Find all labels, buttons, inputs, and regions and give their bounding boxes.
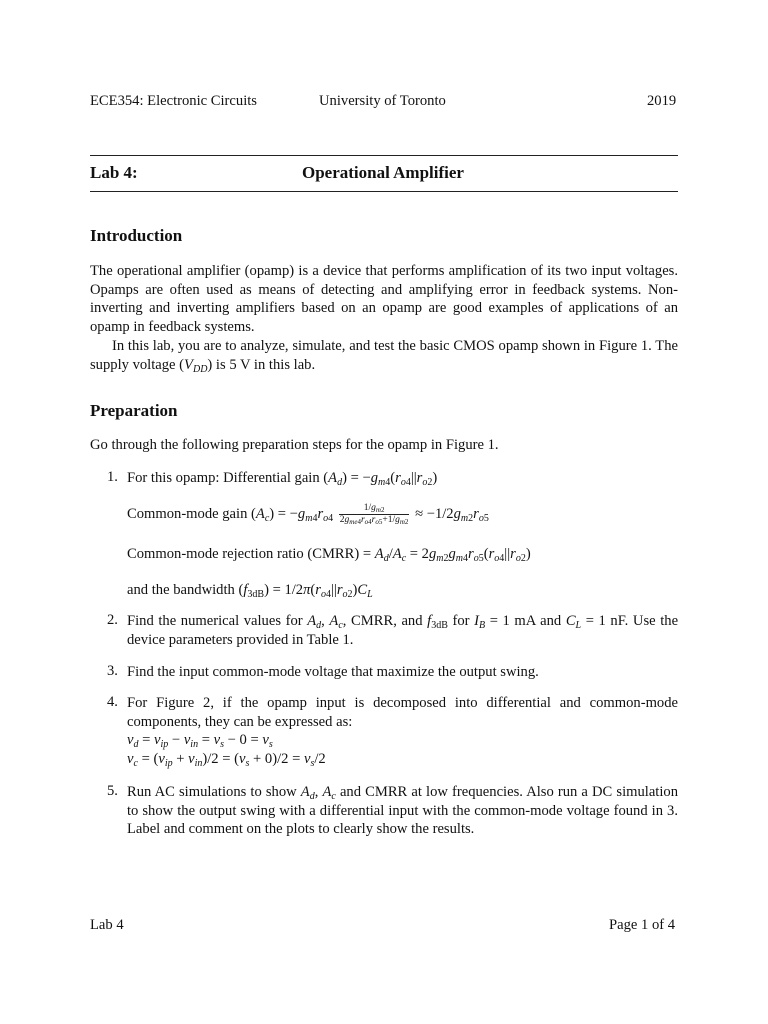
lab-title: Operational Amplifier	[302, 163, 464, 182]
item-3-text: Find the input common-mode voltage that maximize the output swing.	[127, 664, 539, 680]
item-3-number: 3.	[107, 663, 118, 679]
prep-heading: Preparation	[90, 401, 178, 420]
item-4-eq-cm: $v_c = (v_{ip} + v_{in})/2 = (v_s + 0)/2 = v_s/2$	[127, 751, 326, 770]
item-4-number: 4.	[107, 694, 118, 710]
intro-body	[90, 262, 678, 374]
item-5-text: Run AC simulations to show $A_d$, $A_c$ and CMRR at low frequencies. Also run a DC simulation to show the output swing with a differential input with the common-mode voltage found in 3. Label and comment on the plots to clearly show the results.	[127, 784, 679, 838]
item-1-bandwidth: and the bandwidth $(f_{3dB}) = 1/2\pi(r_{o4}||r_{o2})C_L$	[127, 582, 373, 600]
title-rule-top	[90, 155, 678, 156]
header-university: University of Toronto	[319, 93, 446, 109]
footer-lab: Lab 4	[90, 917, 124, 933]
footer-page-number: Page 1 of 4	[609, 917, 676, 933]
item-5-number: 5.	[107, 783, 118, 799]
header-year: 2019	[647, 93, 677, 109]
title-rule-bottom	[90, 191, 678, 192]
item-1-number: 1.	[107, 469, 118, 485]
item-2-number: 2.	[107, 612, 118, 628]
header-course: ECE354: Electronic Circuits	[90, 93, 257, 109]
item-4-eq-diff: $v_d = v_{ip} - v_{in} = v_s - 0 = v_s$	[127, 732, 273, 751]
prep-intro: Go through the following preparation steps for the opamp in Figure 1.	[90, 437, 499, 453]
item-1-cm-gain: Common-mode gain $(A_c) = -g_{m4}r_{o4}$ $\frac{1/g_{m2}}{2g_{me4}r_{o4}r_{o5}+1/g_{m2}}$ ≈ $-1/2g_{m2}r_{o5}$	[127, 503, 489, 527]
cm-gain-fraction: $\frac{1/g_{m2}}{2g_{me4}r_{o4}r_{o5}+1/g_{m2}}$	[339, 503, 409, 527]
item-4-text: For Figure 2, if the opamp input is decomposed into differential and common-mode components, they can be expressed as: $v_d = v_{ip} - v_{in} = v_s - 0 = v_s$ $v_c = (v_{ip} + v_{in})/2 = (v_s + 0)/2 = v_s/2$	[127, 695, 678, 770]
item-2-text: Find the numerical values for $A_d$, $A_c$, CMRR, and $f_{3dB}$ for $I_B = 1$ mA and $C_L = 1$ nF. Use the device parameters provided in Table 1.	[127, 613, 679, 648]
lab-number: Lab 4:	[90, 163, 138, 182]
item-1-diff-gain: For this opamp: Differential gain $(A_d) = -g_{m4}(r_{o4}||r_{o2})$	[127, 470, 438, 488]
item-1-cmrr: Common-mode rejection ratio (CMRR) = $A_d/A_c = 2g_{m2}g_{m4}r_{o5}(r_{o4}||r_{o2})$	[127, 546, 531, 564]
intro-paragraph-1: The operational amplifier (opamp) is a device that performs amplification of its two input voltages. Opamps are often used as means of detecting and amplifying error in feedback systems. Non-inverting and inverting amplifiers based on an opamp are good examples of applications of an opamp in feedback systems.	[90, 263, 678, 336]
intro-heading: Introduction	[90, 226, 183, 245]
intro-paragraph-2: In this lab, you are to analyze, simulate, and test the basic CMOS opamp shown in Figure 1. The supply voltage $(V_{DD})$ is 5 V in this lab.	[90, 337, 678, 375]
